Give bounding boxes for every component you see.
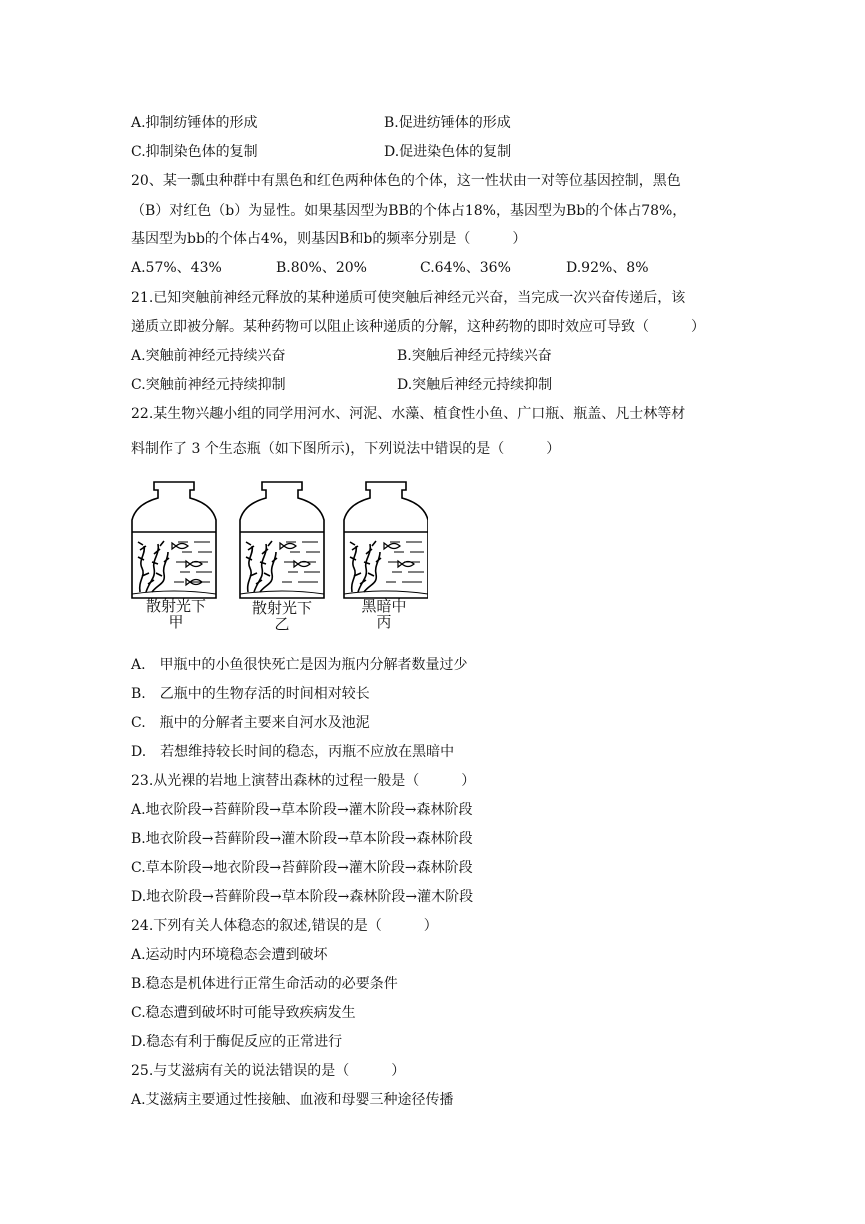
q22-option-b: B. 乙瓶中的生物存活的时间相对较长 (131, 686, 370, 702)
jar3-condition: 黑暗中 (361, 597, 407, 615)
q23-option-d: D.地衣阶段→苔藓阶段→草本阶段→森林阶段→灌木阶段 (131, 889, 474, 905)
q24-option-a: A.运动时内环境稳态会遭到破坏 (131, 947, 328, 963)
q21-stem-line2: 递质立即被分解。某种药物可以阻止该种递质的分解，这种药物的即时效应可导致（ ） (131, 319, 705, 335)
jar1-label: 甲 (168, 613, 184, 631)
q20-option-d: D.92%、8% (566, 260, 649, 276)
q25-stem: 25.与艾滋病有关的说法错误的是（ ） (131, 1063, 406, 1079)
q24-option-b: B.稳态是机体进行正常生命活动的必要条件 (131, 976, 398, 992)
q19-option-a: A.抑制纺锤体的形成 (131, 115, 258, 131)
ecobottle-jars (128, 478, 428, 603)
q23-stem: 23.从光裸的岩地上演替出森林的过程一般是（ ） (131, 773, 476, 789)
q24-option-d: D.稳态有利于酶促反应的正常进行 (131, 1034, 343, 1050)
jar2-label: 乙 (274, 615, 290, 633)
q22-stem-line2: 料制作了 3 个生态瓶（如下图所示)，下列说法中错误的是（ ） (131, 441, 561, 457)
q21-option-a: A.突触前神经元持续兴奋 (131, 348, 286, 364)
jar2-condition: 散射光下 (251, 599, 312, 617)
q22-option-d: D. 若想维持较长时间的稳态，丙瓶不应放在黑暗中 (131, 744, 455, 760)
q24-option-c: C.稳态遭到破坏时可能导致疾病发生 (131, 1005, 356, 1021)
q22-option-a: A. 甲瓶中的小鱼很快死亡是因为瓶内分解者数量过少 (131, 657, 468, 673)
q23-option-c: C.草本阶段→地衣阶段→苔藓阶段→灌木阶段→森林阶段 (131, 860, 473, 876)
q19-option-c: C.抑制染色体的复制 (131, 144, 258, 160)
q23-option-b: B.地衣阶段→苔藓阶段→灌木阶段→草本阶段→森林阶段 (131, 831, 473, 847)
q20-stem-line2: （B）对红色（b）为显性。如果基因型为BB的个体占18%，基因型为Bb的个体占78%， (131, 203, 687, 219)
q21-stem-line1: 21.已知突触前神经元释放的某种递质可使突触后神经元兴奋，当完成一次兴奋传递后，该 (131, 290, 686, 306)
jar1-caption (136, 598, 216, 630)
q21-option-d: D.突触后神经元持续抑制 (397, 377, 553, 393)
jar3-caption (344, 598, 424, 630)
q20-option-c: C.64%、36% (420, 260, 511, 276)
q20-stem-line1: 20、某一瓢虫种群中有黑色和红色两种体色的个体，这一性状由一对等位基因控制，黑色 (131, 173, 681, 189)
q19-option-b: B.促进纺锤体的形成 (384, 115, 511, 131)
jar1-condition: 散射光下 (145, 597, 206, 615)
ecobottle-figure (128, 478, 428, 633)
q20-stem-line3: 基因型为bb的个体占4%，则基因B和b的频率分别是（ ） (131, 231, 527, 247)
q20-option-a: A.57%、43% (131, 260, 222, 276)
jar2-caption (242, 600, 322, 632)
q20-option-b: B.80%、20% (276, 260, 367, 276)
q19-option-d: D.促进染色体的复制 (384, 144, 512, 160)
jar3-label: 丙 (376, 613, 392, 631)
q22-stem-line1: 22.某生物兴趣小组的同学用河水、河泥、水藻、植食性小鱼、广口瓶、瓶盖、凡士林等材 (131, 406, 686, 422)
q21-option-b: B.突触后神经元持续兴奋 (397, 348, 552, 364)
q22-option-c: C. 瓶中的分解者主要来自河水及池泥 (131, 715, 370, 731)
q25-option-a: A.艾滋病主要通过性接触、血液和母婴三种途径传播 (131, 1092, 454, 1108)
q21-option-c: C.突触前神经元持续抑制 (131, 377, 286, 393)
q23-option-a: A.地衣阶段→苔藓阶段→草本阶段→灌木阶段→森林阶段 (131, 802, 473, 818)
q24-stem: 24.下列有关人体稳态的叙述,错误的是（ ） (131, 918, 438, 934)
